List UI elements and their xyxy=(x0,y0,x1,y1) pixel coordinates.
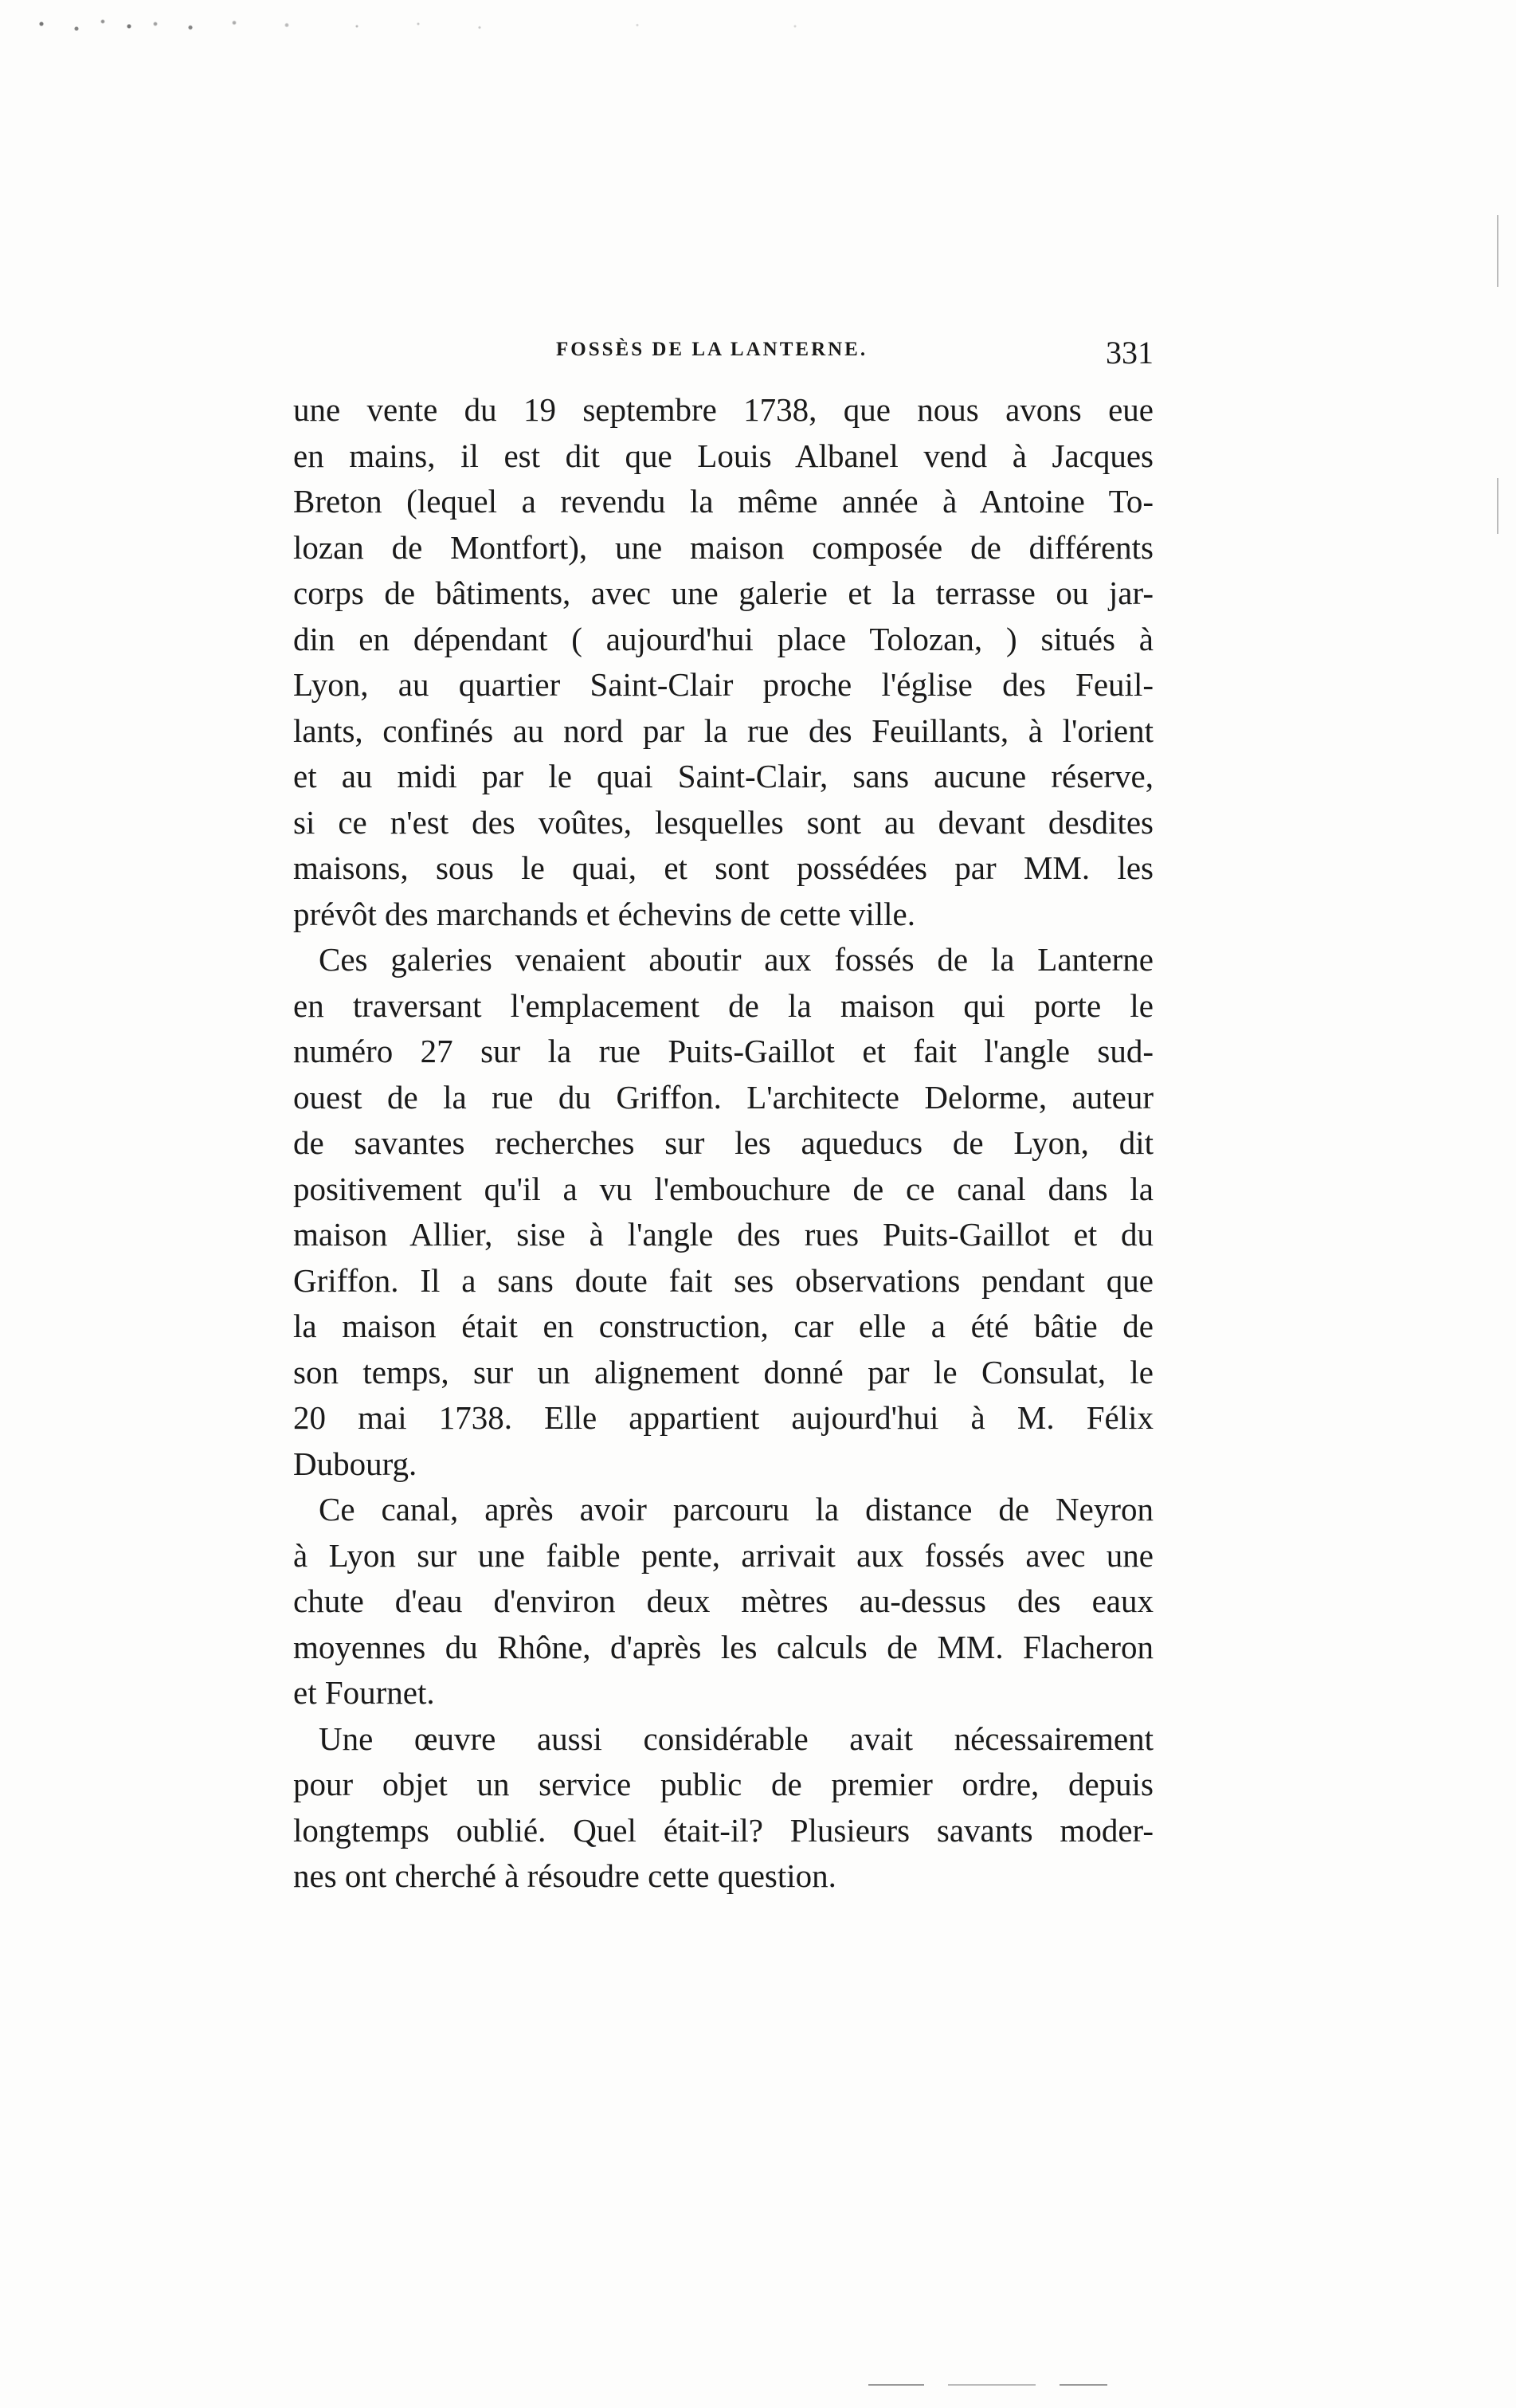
text-line: en traversant l'emplacement de la maison qui porte le xyxy=(293,986,1154,1024)
text-line: lants, confinés au nord par la rue des Feuillants, à l'orient xyxy=(293,712,1154,749)
scan-noise xyxy=(24,14,900,38)
running-title: FOSSÈS DE LA LANTERNE. xyxy=(556,339,868,360)
text-line: maisons, sous le quai, et sont possédées par MM. les xyxy=(293,849,1154,886)
text-line: prévôt des marchands et échevins de cette ville. xyxy=(293,895,915,932)
scan-edge-mark xyxy=(1497,215,1498,287)
text-line: Lyon, au quartier Saint-Clair proche l'église des Feuil- xyxy=(293,666,1154,703)
scan-edge-mark xyxy=(1497,478,1498,534)
text-line: si ce n'est des voûtes, lesquelles sont au devant desdites xyxy=(293,803,1154,841)
text-line: corps de bâtiments, avec une galerie et la terrasse ou jar- xyxy=(293,575,1154,611)
text-line: numéro 27 sur la rue Puits-Gaillot et fait l'angle sud- xyxy=(293,1033,1154,1069)
text-line: et au midi par le quai Saint-Clair, sans aucune réserve, xyxy=(293,758,1154,794)
text-line: une vente du 19 septembre 1738, que nous avons eue xyxy=(293,391,1154,428)
text-line: la maison était en construction, car elle a été bâtie de xyxy=(293,1308,1154,1344)
scan-edge-mark xyxy=(1060,2384,1107,2386)
text-line: à Lyon sur une faible pente, arrivait aux fossés avec une xyxy=(293,1536,1154,1574)
body-text xyxy=(293,387,1154,1900)
text-line: lozan de Montfort), une maison composée de différents xyxy=(293,528,1154,566)
text-line: longtemps oublié. Quel était-il? Plusieurs savants moder- xyxy=(293,1811,1154,1849)
text-line: en mains, il est dit que Louis Albanel vend à Jacques xyxy=(293,437,1154,474)
text-line: Dubourg. xyxy=(293,1445,417,1482)
text-line: chute d'eau d'environ deux mètres au-dessus des eaux xyxy=(293,1582,1154,1619)
text-line: positivement qu'il a vu l'embouchure de ce canal dans la xyxy=(293,1170,1154,1207)
text-line: Griffon. Il a sans doute fait ses observations pendant que xyxy=(293,1261,1154,1299)
text-line: maison Allier, sise à l'angle des rues Puits-Gaillot et du xyxy=(293,1216,1154,1253)
text-line: Ce canal, après avoir parcouru la distance de Neyron xyxy=(319,1491,1154,1528)
scan-edge-mark xyxy=(868,2384,924,2386)
text-line: 20 mai 1738. Elle appartient aujourd'hui à M. Félix xyxy=(293,1399,1154,1436)
text-line: pour objet un service public de premier ordre, depuis xyxy=(293,1766,1154,1802)
text-line: son temps, sur un alignement donné par le Consulat, le xyxy=(293,1353,1154,1390)
text-line: de savantes recherches sur les aqueducs de Lyon, dit xyxy=(293,1124,1154,1161)
text-line: Une œuvre aussi considérable avait nécessairement xyxy=(319,1720,1154,1757)
text-line: moyennes du Rhône, d'après les calculs de MM. Flacheron xyxy=(293,1628,1154,1665)
text-line: din en dépendant ( aujourd'hui place Tolozan, ) situés à xyxy=(293,620,1154,657)
scan-edge-mark xyxy=(948,2384,1036,2386)
text-line: et Fournet. xyxy=(293,1674,435,1711)
text-line: Ces galeries venaient aboutir aux fossés de la Lanterne xyxy=(319,941,1154,978)
text-line: Breton (lequel a revendu la même année à Antoine To- xyxy=(293,483,1154,520)
page-number: 331 xyxy=(1106,335,1154,371)
text-line: ouest de la rue du Griffon. L'architecte Delorme, auteur xyxy=(293,1078,1154,1116)
text-line: nes ont cherché à résoudre cette question. xyxy=(293,1857,836,1894)
page-header xyxy=(556,335,1161,386)
